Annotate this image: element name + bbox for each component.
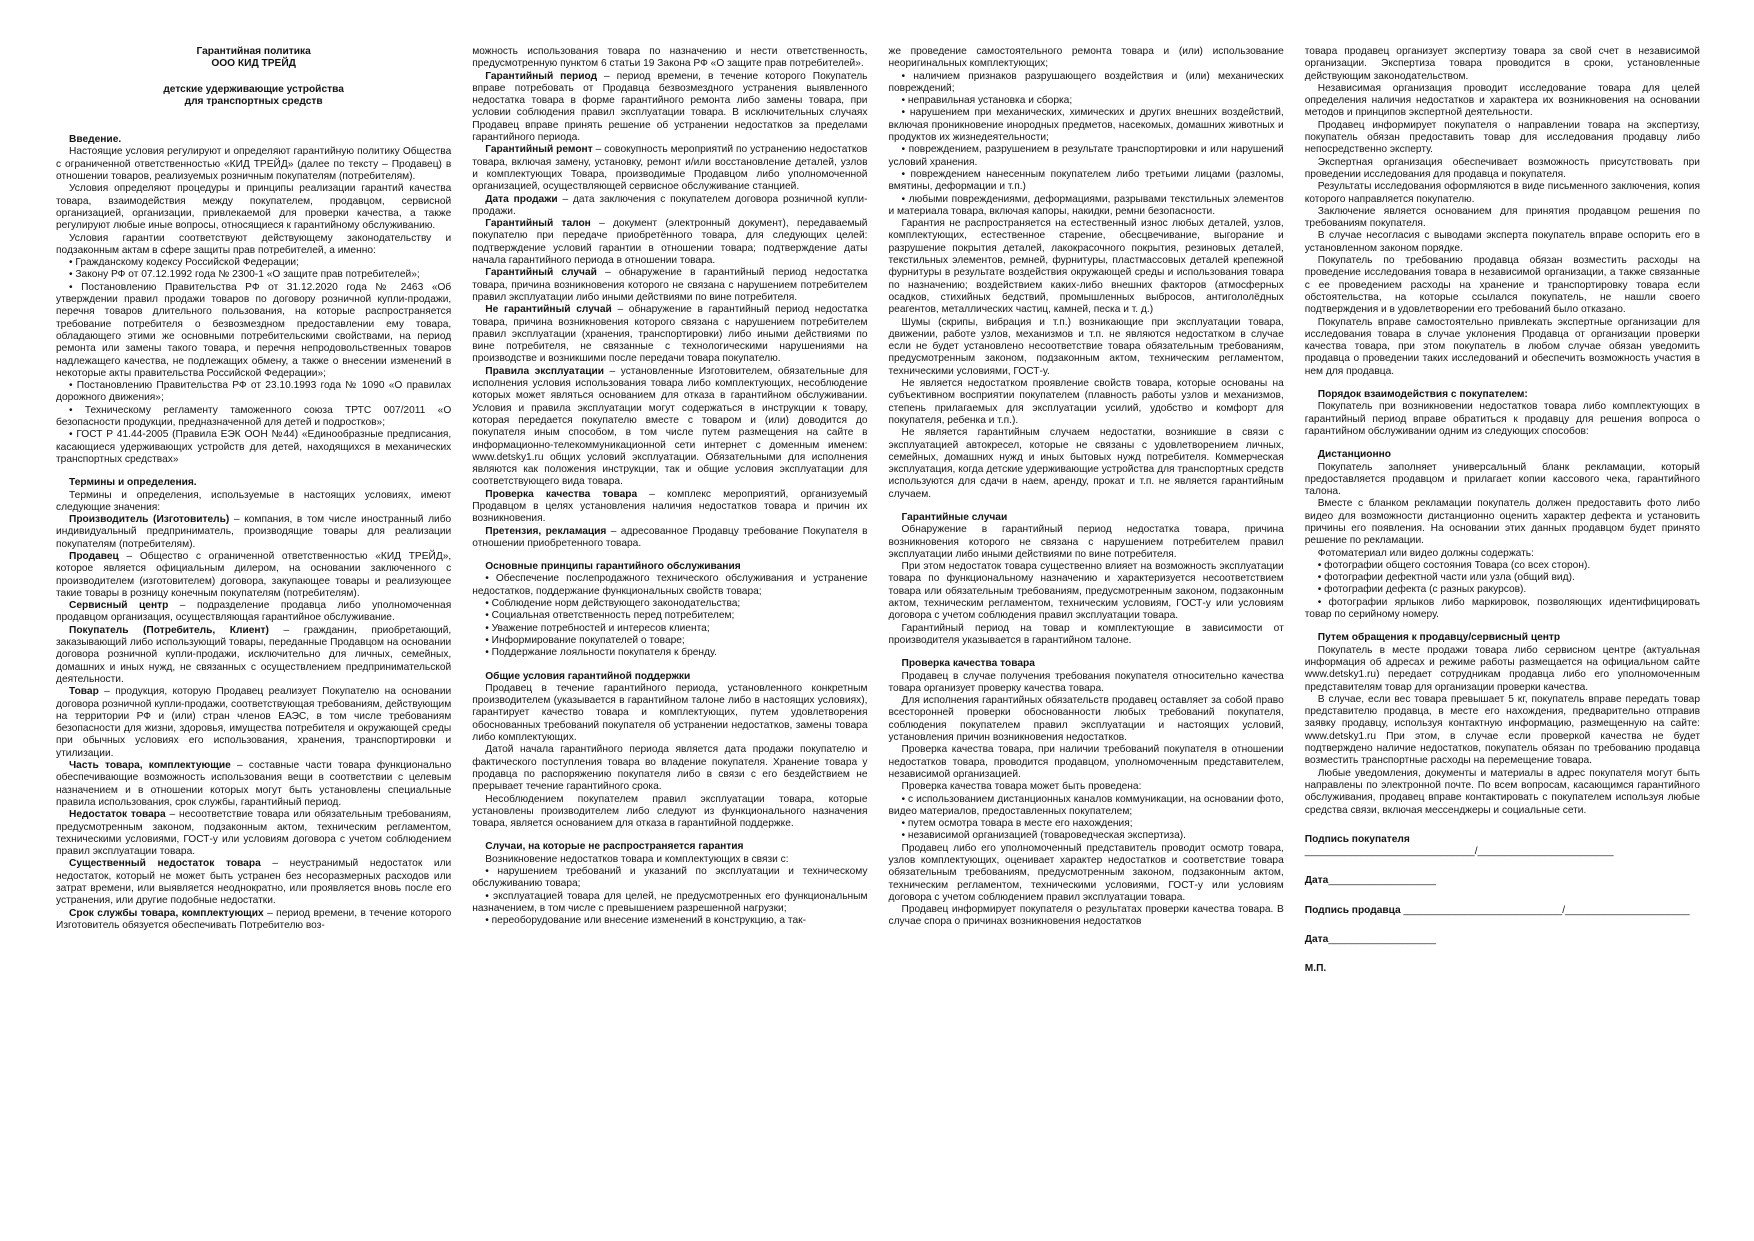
term-lead: Срок службы товара, комплектующих: [69, 907, 264, 919]
bullet-item: • повреждением нанесенным покупателем либо третьими лицами (разломы, вмятины, деформации и т.п.): [888, 168, 1284, 193]
paragraph: Независимая организация проводит исследование товара для целей определения наличия недостатков и характера их возникновения на основании методов и принципов экспертной деятельности.: [1304, 82, 1700, 119]
signature-line: [1305, 963, 1700, 975]
term-lead: Товар: [69, 686, 99, 698]
paragraph: Гарантийный случай – обнаружение в гарантийный период недостатка товара, причина возникновения которого не связана с нарушением потребителем правил эксплуатации либо иными действиями по вине потребителя.: [472, 267, 868, 303]
paragraph: Недостаток товара – несоответствие товара или обязательным требованиям, предусмотренным законом, подзаконным актом, техническим регламентом, техническими условиями, ГОСТ-у или условиям договора с учетом соблюдением правил эксплуатации товара.: [56, 809, 452, 858]
paragraph: Фотоматериал или видео должны содержать:: [1317, 547, 1534, 559]
section-heading: Порядок взаимодействия с покупателем:: [1317, 389, 1528, 401]
paragraph-continued: товара продавец организует экспертизу товара за свой счет в независимой организации. Экспертиза товара проводится в сроки, установленные действующим законодательством.: [1304, 46, 1700, 82]
paragraph: Не является гарантийным случаем недостатки, возникшие в связи с эксплуатацией автокресел, которые не связаны с удовлетворением личных, семейных, домашних нужд и иных бытовых нужд потребителя. Коммерческая эксплуатация, когда детские удерживающие устройства для транспортных средств используются для сдачи в наем, аренду, прокат и т.п. не является гарантийным случаем.: [888, 427, 1284, 500]
paragraph: Покупатель при возникновении недостатков товара либо комплектующих в гарантийный период вправе обратиться к продавцу для решения вопроса о гарантийном обслуживании одним из следующих способов:: [1304, 401, 1700, 437]
paragraph: Продавец в случае получения требования покупателя относительно качества товара организует проверку качества товара.: [888, 670, 1284, 694]
signature-label: Подпись покупателя: [1304, 833, 1410, 845]
term-lead: Правила эксплуатации: [485, 365, 605, 377]
bullet-item: • фотографии дефекта (с разных ракурсов).: [1317, 584, 1527, 596]
paragraph: Покупатель в месте продажи товара либо сервисном центре (актуальная информация об адресах и режиме работы размещается на официальном сайте www.detsky1.ru) передает сотрудникам продавца либо его уполномоченным представителям товар для организации проверки качества.: [1304, 644, 1700, 693]
bullet-item: • с использованием дистанционных каналов коммуникации, на основании фото, видео материалов, предоставленных покупателем;: [888, 793, 1284, 817]
paragraph: Гарантийный ремонт – совокупность мероприятий по устранению недостатков товара, включая замену, установку, ремонт и/или восстановление деталей, узлов и комплектующих Товара, производимые Продавцом либо уполномоченной организацией, осуществляющей сервисное обслуживание станцией.: [472, 144, 868, 193]
paragraph: Покупатель по требованию продавца обязан возместить расходы на проведение исследования товара в независимой организации, а также связанные с ее проведением расходы на хранение и транспортировку товара если обстоятельства, на которые ссылался покупатель, не нашли своего подтверждения и в удовлетворении его требований было отказано.: [1304, 255, 1700, 316]
signature-line: Подпись покупателя ______________________________/________________________: [1304, 833, 1614, 858]
paragraph: Продавец информирует покупателя о результатах проверки качества товара. В случае спора о причинах возникновения недостатков: [888, 904, 1284, 928]
paragraph: Продавец либо его уполномоченный представитель проводит осмотр товара, узлов комплектующих, оценивает характер недостатков и соответствие товара обязательным требованиям, предусмотренным законом, подзаконным актом, техническим регламентом, техническими условиями, ГОСТ-у или условиям договора с учетом соблюдением правил эксплуатации товара.: [888, 842, 1284, 903]
bullet-item: • Техническому регламенту таможенного союза ТРТС 007/2011 «О безопасности продукции, предназначенной для детей и подростков»;: [56, 404, 452, 429]
paragraph: Правила эксплуатации – установленные Изготовителем, обязательные для исполнения условия использования товара либо комплектующих, несоблюдение которых может являться основанием для отказа в гарантийном обслуживании. Условия и правила эксплуатации могут содержаться в инструкции к товару, которая передается покупателю вместе с товаром и (или) доводится до покупателя иным способом, в том числе путем размещения на сайте в информационно-телекоммуникационной сети интернет с доменным именем: www.detsky1.ru общих условий эксплуатации. Обязательными для исполнения являются как положения инструкции, так и общие условия эксплуатации для соответствующего вида товара.: [472, 365, 868, 488]
paragraph: Шумы (скрипы, вибрация и т.п.) возникающие при эксплуатации товара, движении, работе узлов, механизмов и т.п. не являются недостатком в случае если не будет установлено несоответствие товара обязательным требованиям, предусмотренным законом, подзаконным актом, техническим регламентом, техническими условиями, ГОСТ-у.: [888, 316, 1284, 377]
paragraph: Товар – продукция, которую Продавец реализует Покупателю на основании договора розничной купли-продажи, соответствующая требованиям, действующим на территории РФ и (или) стран членов ЕАЭС, в том числе требованиям безопасности для жизни, здоровья, имущества потребителя и окружающей среды при обычных условиях его использования, хранения, транспортировки и утилизации.: [56, 686, 452, 759]
bullet-item: • независимой организацией (товароведческая экспертиза).: [901, 830, 1186, 842]
section-heading: Термины и определения.: [69, 477, 197, 489]
paragraph: Гарантия не распространяется на естественный износ любых деталей, узлов, комплектующих, естественное старение, обесцвечивание, выгорание и разрушение покрытия деталей, лакокрасочного покрытия, резиновых деталей, текстильных элементов, ремней, фурнитуры, пластмассовых деталей крепежной фурнитуры в результате воздействия окружающей среды и использования товара по назначению; воздействием каких-либо внешних факторов (атмосферных осадков, стихийных бедствий, промышленных выбросов, антигололёдных реагентов, металлических частиц, камней, песка и т. д.): [888, 218, 1284, 316]
column-3: [889, 46, 1284, 1203]
paragraph: Не гарантийный случай – обнаружение в гарантийный период недостатка товара, причина возникновения которого связана с нарушением потребителем правил эксплуатации (хранения, транспортировки) либо иными действиями по вине потребителя, не связанные с технологическими нарушениями на производстве и возникшими после передачи товара покупателю.: [472, 304, 868, 365]
bullet-item: • Информирование покупателей о товаре;: [485, 634, 685, 646]
paragraph: Гарантийный период на товар и комплектующие в зависимости от производителя указывается в гарантийном талоне.: [888, 622, 1284, 646]
signature-label: М.П.: [1304, 963, 1327, 975]
term-lead: Часть товара, комплектующие: [69, 760, 231, 772]
signature-label: Дата: [1304, 934, 1329, 945]
bullet-item: • Гражданскому кодексу Российской Федерации;: [69, 257, 299, 269]
bullet-item: • путем осмотра товара в месте его нахождения;: [901, 818, 1133, 830]
term-lead: Дата продажи: [485, 193, 558, 205]
signature-label: Подпись продавца: [1304, 904, 1404, 916]
paragraph: Покупатель (Потребитель, Клиент) – гражданин, приобретающий, заказывающий либо использующий товары, переданные Продавцом на основании договора розничной купли-продажи, исключительно для личных, семейных, домашних и иных нужд, не связанных с осуществлением предпринимательской деятельности.: [56, 624, 452, 685]
document-columns: [56, 46, 1700, 1203]
bullet-item: • Соблюдение норм действующего законодательства;: [485, 598, 741, 610]
document-subtitle: детские удерживающие устройства для транспортных средств: [163, 83, 344, 107]
paragraph: Продавец – Общество с ограниченной ответственностью «КИД ТРЕЙД», которое является официальным дилером, на основании заключенного с производителем (изготовителем) договора, закупающее товары и реализующее такие товары в розницу конечным покупателям (потребителям).: [56, 550, 452, 599]
signature-label: Дата: [1304, 875, 1329, 887]
paragraph: Часть товара, комплектующие – составные части товара функционально обеспечивающие возможность использования вещи в соответствии с целевым назначением и в отношении которых могут быть установлены специальные правила использования, срок службы, гарантийный период.: [56, 760, 452, 808]
paragraph: Гарантийный талон – документ (электронный документ), передаваемый покупателю при передаче приобретённого товара, для следующих целей: подтверждение условий гарантии в отношении товара; подтверждение даты начала гарантийного периода в отношении товара.: [472, 218, 868, 267]
section-heading: Общие условия гарантийной поддержки: [485, 670, 691, 682]
term-lead: Проверка качества товара: [485, 488, 638, 500]
column-4: [1305, 46, 1700, 1203]
term-lead: Гарантийный ремонт: [485, 144, 593, 156]
paragraph: Обнаружение в гарантийный период недостатка товара, причина возникновения которого не связана с нарушением потребителем правил эксплуатации либо иными действиями по вине потребителя.: [888, 524, 1284, 560]
bullet-item: • фотографии дефектной части или узла (общий вид).: [1317, 572, 1575, 584]
bullet-item: • ГОСТ Р 41.44-2005 (Правила ЕЭК ООН №44) «Единообразные предписания, касающиеся удерживающих устройств для детей, находящихся в механических транспортных средствах»: [56, 429, 452, 465]
signature-line: Дата___________________: [1304, 875, 1436, 887]
paragraph: Для исполнения гарантийных обязательств продавец оставляет за собой право всесторонней проверки обоснованности любых требований покупателя, соблюдения покупателем правил эксплуатации и настоящих условий, установления причин возникновения недостатков.: [888, 695, 1284, 744]
paragraph: Дата продажи – дата заключения с покупателем договора розничной купли-продажи.: [472, 193, 868, 217]
paragraph: Условия определяют процедуры и принципы реализации гарантий качества товара, взаимодействия между покупателем, продавцом, сервисной организацией, организации, привлекаемой для проверки качества, а также регулируют любые иные вопросы, относящиеся к гарантийному обслуживанию.: [56, 183, 452, 232]
paragraph: Продавец в течение гарантийного периода, установленного конкретным производителем (указывается в гарантийном талоне либо в настоящих условиях), гарантирует качество товара и комплектующих, путем удовлетворения обоснованных требований покупателя об устранении недостатков, замены товара либо комплектующих.: [472, 682, 868, 744]
bullet-item: • Обеспечение послепродажного технического обслуживания и устранение недостатков, поддержание функциональных свойств товара;: [472, 573, 868, 597]
column-1: [56, 46, 451, 1203]
paragraph: Сервисный центр – подразделение продавца либо уполномоченная продавцом организация, осуществляющая гарантийное обслуживание.: [56, 600, 452, 624]
term-lead: Недостаток товара: [69, 809, 166, 821]
bullet-item: • фотографии общего состояния Товара (со всех сторон).: [1317, 559, 1591, 571]
term-lead: Не гарантийный случай: [485, 304, 612, 316]
paragraph: Результаты исследования оформляются в виде письменного заключения, копия которого направляется покупателю.: [1304, 181, 1700, 205]
section-heading: Дистанционно: [1317, 449, 1392, 461]
term-lead: Претензия, рекламация: [485, 525, 607, 537]
term-lead: Производитель (Изготовитель): [69, 514, 230, 526]
section-heading: Случаи, на которые не распространяется гарантия: [485, 841, 744, 853]
bullet-item: • фотографии ярлыков либо маркировок, позволяющих идентифицировать товар по серийному номеру.: [1304, 596, 1700, 621]
document-title: Гарантийная политика ООО КИД ТРЕЙД: [196, 46, 311, 70]
bullet-item: • Постановлению Правительства РФ от 31.12.2020 года № 2463 «Об утверждении правил продажи товаров по договору розничной купли-продажи, перечня товаров длительного пользования, на которые распространяется требование потребителя о безвозмездном предоставлении ему товара, обладающего этими же основными потребительскими свойствами, на период ремонта или замены такого товара, и перечня непродовольственных товаров надлежащего качества, не подлежащих обмену, а также о внесении изменений в некоторые акты правительства Российской Федерации»;: [56, 281, 452, 379]
term-lead: Продавец: [69, 550, 119, 562]
bullet-item: • Социальная ответственность перед потребителем;: [485, 610, 735, 622]
paragraph: Экспертная организация обеспечивает возможность присутствовать при проведении исследования для продавца и покупателя.: [1304, 156, 1700, 180]
section-heading: Основные принципы гарантийного обслуживания: [485, 561, 741, 573]
bullet-item: • Уважение потребностей и интересов клиента;: [485, 622, 710, 634]
paragraph: Заключение является основанием для принятия продавцом решения по требованиям покупателя.: [1304, 205, 1700, 230]
paragraph: Покупатель вправе самостоятельно привлекать экспертные организации для исследования товара в случае уклонения Продавца от организации проверки качества товара, при этом покупатель в любом случае обязан уведомить продавца о проведении таких исследований и обеспечить возможность участия в нем для продавца.: [1304, 316, 1700, 377]
paragraph: При этом недостаток товара существенно влияет на возможность эксплуатации товара по функциональному назначению и характеризуется несоответствием товара или обязательным требованиям, предусмотренным законом, подзаконным актом, техническим регламентом, техническим условиям, ГОСТ-у или условиям договора с учетом соблюдения правил эксплуатации товара.: [888, 561, 1284, 622]
paragraph: Проверка качества товара может быть проведена:: [901, 781, 1142, 793]
section-heading: Введение.: [69, 134, 122, 146]
paragraph: Датой начала гарантийного периода является дата продажи покупателю и фактического поступления товара во владение покупателя. Хранение товара у продавца по распоряжению покупателя либо в связи с его бездействием не прерывает течение гарантийного срока.: [472, 744, 868, 793]
paragraph: Гарантийный период – период времени, в течение которого Покупатель вправе потребовать от Продавца безвозмездного устранения выявленного недостатка товара в форме гарантийного ремонта либо замены товара, при условии соблюдения правил эксплуатации товара. В исключительных случаях Продавец вправе принять решение об устранении недостатков за пределами гарантийного периода.: [472, 70, 868, 144]
paragraph: Несоблюдением покупателем правил эксплуатации товара, которые установлены производителем либо следуют из функционального назначения товара, является основанием для отказа в гарантийной поддержке.: [472, 793, 868, 830]
paragraph: Условия гарантии соответствуют действующему законодательству и подзаконным актам в сфере защиты прав потребителей, а именно:: [56, 232, 452, 256]
paragraph: Возникновение недостатков товара и комплектующих в связи с:: [485, 853, 789, 865]
paragraph: Претензия, рекламация – адресованное Продавцу требование Покупателя в отношении приобретенного товара.: [472, 525, 868, 549]
paragraph: Проверка качества товара, при наличии требований покупателя в отношении недостатков товара, проводится продавцом, уполномоченным представителем, независимой организацией.: [888, 744, 1284, 780]
bullet-item: • переоборудование или внесение изменений в конструкцию, а так-: [485, 915, 806, 927]
paragraph: Не является недостатком проявление свойств товара, которые основаны на субъективном восприятии покупателем (плавность работы узлов и механизмов, степень прилагаемых для эксплуатации усилий, удобство и комфорт для покупателя, ребенка и т.п.).: [888, 378, 1284, 426]
paragraph: Срок службы товара, комплектующих – период времени, в течение которого Изготовитель обязуется обеспечивать Потребителю воз-: [56, 907, 452, 931]
column-2: [472, 46, 867, 1203]
paragraph: Проверка качества товара – комплекс мероприятий, организуемый Продавцом в целях установления наличия недостатков товара и причин их возникновения.: [472, 488, 868, 525]
bullet-item: • Поддержание лояльности покупателя к бренду.: [485, 647, 717, 659]
bullet-item: • нарушением при механических, химических и других внешних воздействий, включая проникновение инородных предметов, насекомых, домашних животных и продуктов их жизнедеятельности;: [888, 107, 1284, 144]
bullet-item: • повреждением, разрушением в результате транспортировки и или нарушений условий хранения.: [888, 144, 1284, 168]
paragraph: Термины и определения, используемые в настоящих условиях, имеют следующие значения:: [56, 489, 452, 513]
term-lead: Покупатель (Потребитель, Клиент): [69, 624, 269, 636]
paragraph-continued: же проведение самостоятельного ремонта товара и (или) использование неоригинальных комплектующих;: [888, 46, 1284, 70]
section-heading: Проверка качества товара: [901, 658, 1035, 670]
term-lead: Гарантийный случай: [485, 267, 597, 279]
bullet-item: • неправильная установка и сборка;: [901, 95, 1073, 107]
section-heading: Путем обращения к продавцу/сервисный центр: [1317, 632, 1561, 644]
bullet-item: • Закону РФ от 07.12.1992 года № 2300-1 «О защите прав потребителей»;: [69, 269, 420, 281]
paragraph: Производитель (Изготовитель) – компания, в том числе иностранный либо индивидуальный предприниматель, производящие товары для реализации покупателям (потребителям).: [56, 514, 452, 550]
paragraph-continued: можность использования товара по назначению и нести ответственность, предусмотренную пунктом 6 статьи 19 Закона РФ «О защите прав потребителей».: [472, 46, 868, 70]
paragraph: Существенный недостаток товара – неустранимый недостаток или недостаток, который не может быть устранен без несоразмерных расходов или затрат времени, или выявляется неоднократно, или проявляется вновь после его устранения, или другие подобные недостатки.: [56, 858, 452, 907]
bullet-item: • любыми повреждениями, деформациями, разрывами текстильных элементов и материала товара, включая капоры, накидки, ремни безопасности.: [888, 193, 1284, 217]
paragraph: Покупатель заполняет универсальный бланк рекламации, который предоставляется продавцом и прилагает копии кассового чека, гарантийного талона.: [1304, 461, 1700, 498]
term-lead: Сервисный центр: [69, 600, 169, 612]
bullet-item: • эксплуатацией товара для целей, не предусмотренных его функциональным назначением, в том числе с превышением разрешенной нагрузки;: [472, 890, 868, 914]
term-lead: Существенный недостаток товара: [69, 858, 261, 870]
paragraph: Любые уведомления, документы и материалы в адрес покупателя могут быть направлены по электронной почте. По всем вопросам, касающимся гарантийного обслуживания, продавец вправе контактировать с покупателем используя любые средства связи, включая мессенджеры и социальные сети.: [1304, 767, 1700, 816]
term-lead: Гарантийный талон: [485, 218, 591, 230]
bullet-item: • Постановлению Правительства РФ от 23.10.1993 года № 1090 «О правилах дорожного движения»;: [56, 380, 452, 404]
bullet-item: • наличием признаков разрушающего воздействия и (или) механических повреждений;: [888, 70, 1284, 94]
paragraph: Продавец информирует покупателя о направлении товара на экспертизу, покупатель обязан предоставить товар для исследования продавцу либо непосредственно эксперту.: [1304, 119, 1700, 156]
signature-line: Дата___________________: [1304, 934, 1436, 945]
section-heading: Гарантийные случаи: [901, 511, 1008, 523]
signature-line: Подпись продавца ____________________________/______________________: [1304, 904, 1690, 916]
paragraph: Настоящие условия регулируют и определяют гарантийную политику Общества с ограниченной ответственностью «КИД ТРЕЙД» (далее по тексту – Продавец) в отношении товаров, реализуемых розничным покупателям (потребителям).: [56, 146, 452, 183]
paragraph: В случае несогласия с выводами эксперта покупатель вправе оспорить его в установленном законом порядке.: [1304, 230, 1700, 254]
paragraph: В случае, если вес товара превышает 5 кг, покупатель вправе передать товар представителю продавца, в месте его нахождения, предварительно отправив заявку продавцу, используя контактную информацию, размещенную на сайте: www.detsky1.ru При этом, в случае если проверкой качества не будет подтверждено наличие недостатков, покупатель обязан по требованию продавца возместить транспортные расходы на перемещение товара.: [1304, 693, 1700, 767]
paragraph: Вместе с бланком рекламации покупатель должен предоставить фото либо видео для возможности дистанционно оценить характер дефекта и установить причины его появления. На основании этих данных продавцом будет принято решение по рекламации.: [1304, 498, 1700, 547]
term-lead: Гарантийный период: [485, 70, 598, 82]
bullet-item: • нарушением требований и указаний по эксплуатации и техническому обслуживанию товара;: [472, 866, 868, 890]
